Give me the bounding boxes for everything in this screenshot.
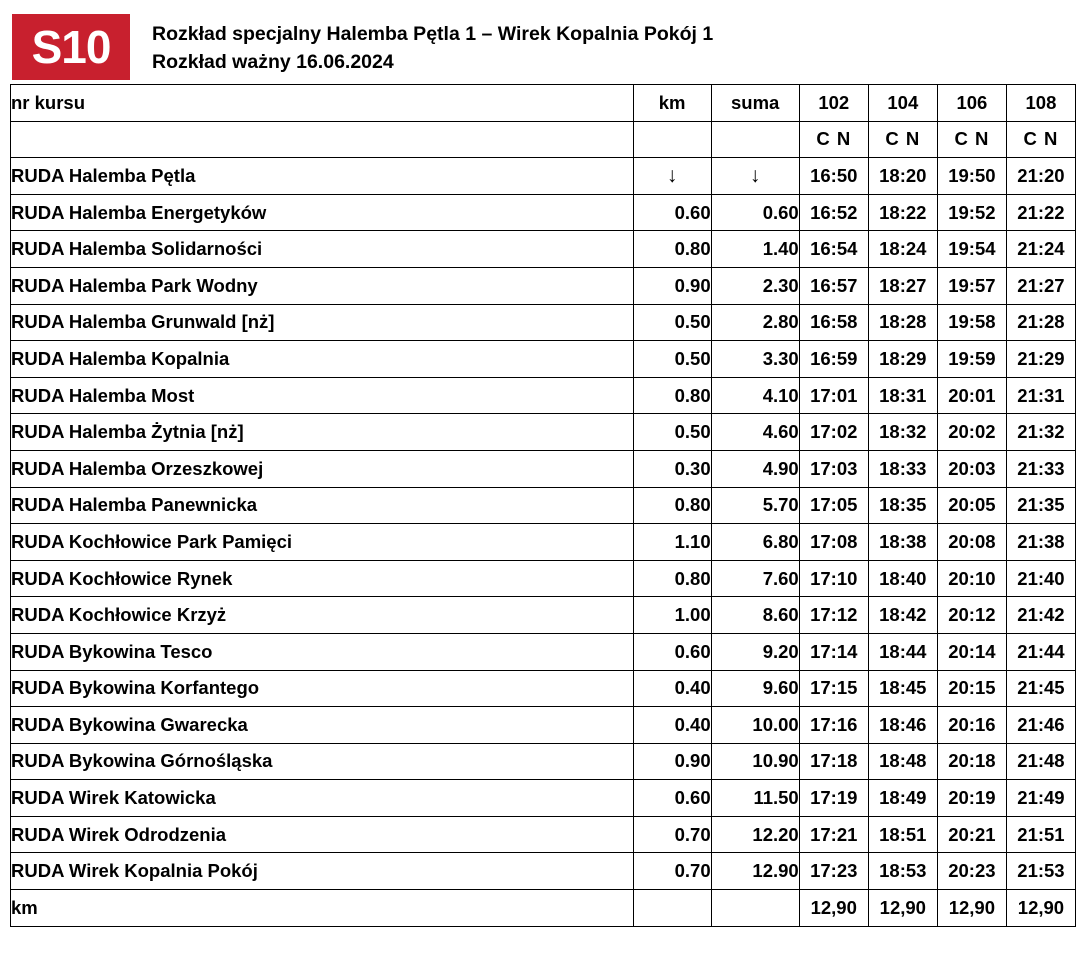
header-label-suma: suma: [711, 85, 799, 122]
validity-date: Rozkład ważny 16.06.2024: [152, 51, 394, 74]
km-value: 0.60: [633, 194, 711, 231]
departure-time: 17:02: [799, 414, 868, 451]
departure-time: 20:02: [937, 414, 1006, 451]
stop-name: RUDA Halemba Żytnia [nż]: [11, 414, 634, 451]
suma-value: 10.00: [711, 707, 799, 744]
stop-name: RUDA Kochłowice Krzyż: [11, 597, 634, 634]
departure-time: 18:24: [868, 231, 937, 268]
header-label-km: km: [633, 85, 711, 122]
km-value: 0.60: [633, 780, 711, 817]
departure-time: 20:03: [937, 450, 1006, 487]
departure-time: 21:38: [1006, 524, 1075, 561]
stop-name: RUDA Wirek Katowicka: [11, 780, 634, 817]
departure-time: 18:44: [868, 633, 937, 670]
suma-value: 1.40: [711, 231, 799, 268]
suma-value: 7.60: [711, 560, 799, 597]
header-text-block: [152, 14, 713, 77]
departure-time: 18:20: [868, 158, 937, 195]
stop-name: RUDA Halemba Solidarności: [11, 231, 634, 268]
departure-time: 20:19: [937, 780, 1006, 817]
table-row: [11, 267, 1076, 304]
departure-time: 19:59: [937, 341, 1006, 378]
suma-value: 12.20: [711, 816, 799, 853]
header-course-106: 106: [937, 85, 1006, 122]
header-course-102: 102: [799, 85, 868, 122]
table-row: [11, 158, 1076, 195]
departure-time: 21:44: [1006, 633, 1075, 670]
departure-time: 21:27: [1006, 267, 1075, 304]
suma-value: 12.90: [711, 853, 799, 890]
departure-time: 20:14: [937, 633, 1006, 670]
table-row: [11, 633, 1076, 670]
departure-time: 17:10: [799, 560, 868, 597]
suma-value: 10.90: [711, 743, 799, 780]
table-row: [11, 231, 1076, 268]
departure-time: 17:14: [799, 633, 868, 670]
departure-time: 21:46: [1006, 707, 1075, 744]
departure-time: 19:52: [937, 194, 1006, 231]
departure-time: 20:16: [937, 707, 1006, 744]
stop-name: RUDA Bykowina Korfantego: [11, 670, 634, 707]
departure-time: 21:53: [1006, 853, 1075, 890]
departure-time: 21:33: [1006, 450, 1075, 487]
suma-value: 0.60: [711, 194, 799, 231]
departure-time: 18:33: [868, 450, 937, 487]
stop-name: RUDA Halemba Park Wodny: [11, 267, 634, 304]
down-arrow-icon: ↓: [749, 163, 761, 187]
departure-time: 21:48: [1006, 743, 1075, 780]
departure-time: 16:59: [799, 341, 868, 378]
footer-total-km: 12,90: [1006, 890, 1075, 927]
footer-total-km: 12,90: [937, 890, 1006, 927]
km-value: 0.30: [633, 450, 711, 487]
suma-value: 4.60: [711, 414, 799, 451]
footer-total-km: 12,90: [868, 890, 937, 927]
table-row: [11, 341, 1076, 378]
km-value: 0.50: [633, 341, 711, 378]
departure-time: 16:58: [799, 304, 868, 341]
departure-time: 17:21: [799, 816, 868, 853]
departure-time: 17:01: [799, 377, 868, 414]
departure-time: 21:42: [1006, 597, 1075, 634]
departure-time: 16:52: [799, 194, 868, 231]
line-number-badge: S10: [12, 14, 130, 80]
departure-time: 16:54: [799, 231, 868, 268]
suma-value: [711, 158, 799, 195]
departure-time: 21:45: [1006, 670, 1075, 707]
departure-time: 19:50: [937, 158, 1006, 195]
suma-value: 5.70: [711, 487, 799, 524]
km-value: 0.70: [633, 853, 711, 890]
table-row: [11, 853, 1076, 890]
departure-time: 18:28: [868, 304, 937, 341]
departure-time: 18:29: [868, 341, 937, 378]
departure-time: 18:32: [868, 414, 937, 451]
stop-name: RUDA Kochłowice Park Pamięci: [11, 524, 634, 561]
departure-time: 18:35: [868, 487, 937, 524]
stop-name: RUDA Kochłowice Rynek: [11, 560, 634, 597]
suma-value: 11.50: [711, 780, 799, 817]
departure-time: 17:05: [799, 487, 868, 524]
departure-time: 19:54: [937, 231, 1006, 268]
departure-time: 21:40: [1006, 560, 1075, 597]
departure-time: 17:08: [799, 524, 868, 561]
table-header-row-daytype: [11, 121, 1076, 158]
stop-name: RUDA Halemba Orzeszkowej: [11, 450, 634, 487]
table-row: [11, 707, 1076, 744]
km-value: 1.10: [633, 524, 711, 561]
header-daytype-104: C N: [868, 121, 937, 158]
table-row: [11, 524, 1076, 561]
departure-time: 18:45: [868, 670, 937, 707]
departure-time: 20:23: [937, 853, 1006, 890]
suma-value: 4.10: [711, 377, 799, 414]
suma-value: 8.60: [711, 597, 799, 634]
departure-time: 20:05: [937, 487, 1006, 524]
departure-time: 20:10: [937, 560, 1006, 597]
header-daytype-blank-km: [633, 121, 711, 158]
departure-time: 18:48: [868, 743, 937, 780]
table-header-row-courses: [11, 85, 1076, 122]
departure-time: 16:57: [799, 267, 868, 304]
departure-time: 20:15: [937, 670, 1006, 707]
km-value: 0.90: [633, 743, 711, 780]
departure-time: 20:21: [937, 816, 1006, 853]
footer-blank-km: [633, 890, 711, 927]
km-value: 0.40: [633, 707, 711, 744]
departure-time: 21:29: [1006, 341, 1075, 378]
suma-value: 3.30: [711, 341, 799, 378]
header-label-nr-kursu: nr kursu: [11, 85, 634, 122]
page-header: [0, 0, 1086, 84]
km-value: 1.00: [633, 597, 711, 634]
stop-name: RUDA Bykowina Tesco: [11, 633, 634, 670]
stop-name: RUDA Halemba Most: [11, 377, 634, 414]
departure-time: 21:24: [1006, 231, 1075, 268]
table-row: [11, 304, 1076, 341]
departure-time: 20:01: [937, 377, 1006, 414]
departure-time: 21:49: [1006, 780, 1075, 817]
km-value: 0.60: [633, 633, 711, 670]
page-title: Rozkład specjalny Halemba Pętla 1 – Wirek Kopalnia Pokój 1: [152, 23, 714, 45]
stop-name: RUDA Halemba Pętla: [11, 158, 634, 195]
timetable-container: [0, 84, 1086, 927]
table-row: [11, 743, 1076, 780]
departure-time: 20:12: [937, 597, 1006, 634]
stop-name: RUDA Halemba Kopalnia: [11, 341, 634, 378]
departure-time: 17:23: [799, 853, 868, 890]
header-course-108: 108: [1006, 85, 1075, 122]
table-row: [11, 414, 1076, 451]
table-row: [11, 194, 1076, 231]
departure-time: 18:40: [868, 560, 937, 597]
km-value: 0.70: [633, 816, 711, 853]
header-daytype-blank-suma: [711, 121, 799, 158]
km-value: 0.80: [633, 560, 711, 597]
departure-time: 19:57: [937, 267, 1006, 304]
departure-time: 17:16: [799, 707, 868, 744]
km-value: 0.80: [633, 377, 711, 414]
stop-name: RUDA Halemba Energetyków: [11, 194, 634, 231]
suma-value: 4.90: [711, 450, 799, 487]
km-value: 0.40: [633, 670, 711, 707]
table-row: [11, 780, 1076, 817]
km-value: [633, 158, 711, 195]
departure-time: 21:51: [1006, 816, 1075, 853]
departure-time: 18:53: [868, 853, 937, 890]
stop-name: RUDA Bykowina Górnośląska: [11, 743, 634, 780]
table-row: [11, 670, 1076, 707]
departure-time: 20:08: [937, 524, 1006, 561]
down-arrow-icon: ↓: [666, 163, 678, 187]
departure-time: 21:22: [1006, 194, 1075, 231]
departure-time: 18:27: [868, 267, 937, 304]
departure-time: 18:51: [868, 816, 937, 853]
departure-time: 18:46: [868, 707, 937, 744]
stop-name: RUDA Wirek Kopalnia Pokój: [11, 853, 634, 890]
departure-time: 21:20: [1006, 158, 1075, 195]
table-row: [11, 377, 1076, 414]
departure-time: 18:22: [868, 194, 937, 231]
departure-time: 17:12: [799, 597, 868, 634]
table-row: [11, 487, 1076, 524]
header-daytype-106: C N: [937, 121, 1006, 158]
suma-value: 2.80: [711, 304, 799, 341]
header-daytype-102: C N: [799, 121, 868, 158]
table-footer-row: [11, 890, 1076, 927]
stop-name: RUDA Halemba Panewnicka: [11, 487, 634, 524]
suma-value: 2.30: [711, 267, 799, 304]
table-row: [11, 560, 1076, 597]
km-value: 0.90: [633, 267, 711, 304]
footer-total-km: 12,90: [799, 890, 868, 927]
departure-time: 20:18: [937, 743, 1006, 780]
departure-time: 16:50: [799, 158, 868, 195]
departure-time: 21:35: [1006, 487, 1075, 524]
km-value: 0.50: [633, 414, 711, 451]
table-row: [11, 450, 1076, 487]
stop-name: RUDA Halemba Grunwald [nż]: [11, 304, 634, 341]
table-row: [11, 597, 1076, 634]
departure-time: 19:58: [937, 304, 1006, 341]
suma-value: 9.60: [711, 670, 799, 707]
header-daytype-108: C N: [1006, 121, 1075, 158]
departure-time: 18:31: [868, 377, 937, 414]
header-daytype-blank-stop: [11, 121, 634, 158]
departure-time: 17:18: [799, 743, 868, 780]
km-value: 0.80: [633, 231, 711, 268]
departure-time: 18:42: [868, 597, 937, 634]
suma-value: 6.80: [711, 524, 799, 561]
departure-time: 17:03: [799, 450, 868, 487]
footer-label-km: km: [11, 890, 634, 927]
stop-name: RUDA Wirek Odrodzenia: [11, 816, 634, 853]
km-value: 0.80: [633, 487, 711, 524]
departure-time: 17:15: [799, 670, 868, 707]
departure-time: 17:19: [799, 780, 868, 817]
departure-time: 18:49: [868, 780, 937, 817]
suma-value: 9.20: [711, 633, 799, 670]
stop-name: RUDA Bykowina Gwarecka: [11, 707, 634, 744]
footer-blank-suma: [711, 890, 799, 927]
km-value: 0.50: [633, 304, 711, 341]
departure-time: 18:38: [868, 524, 937, 561]
departure-time: 21:32: [1006, 414, 1075, 451]
departure-time: 21:28: [1006, 304, 1075, 341]
departure-time: 21:31: [1006, 377, 1075, 414]
timetable: [10, 84, 1076, 927]
table-row: [11, 816, 1076, 853]
header-course-104: 104: [868, 85, 937, 122]
